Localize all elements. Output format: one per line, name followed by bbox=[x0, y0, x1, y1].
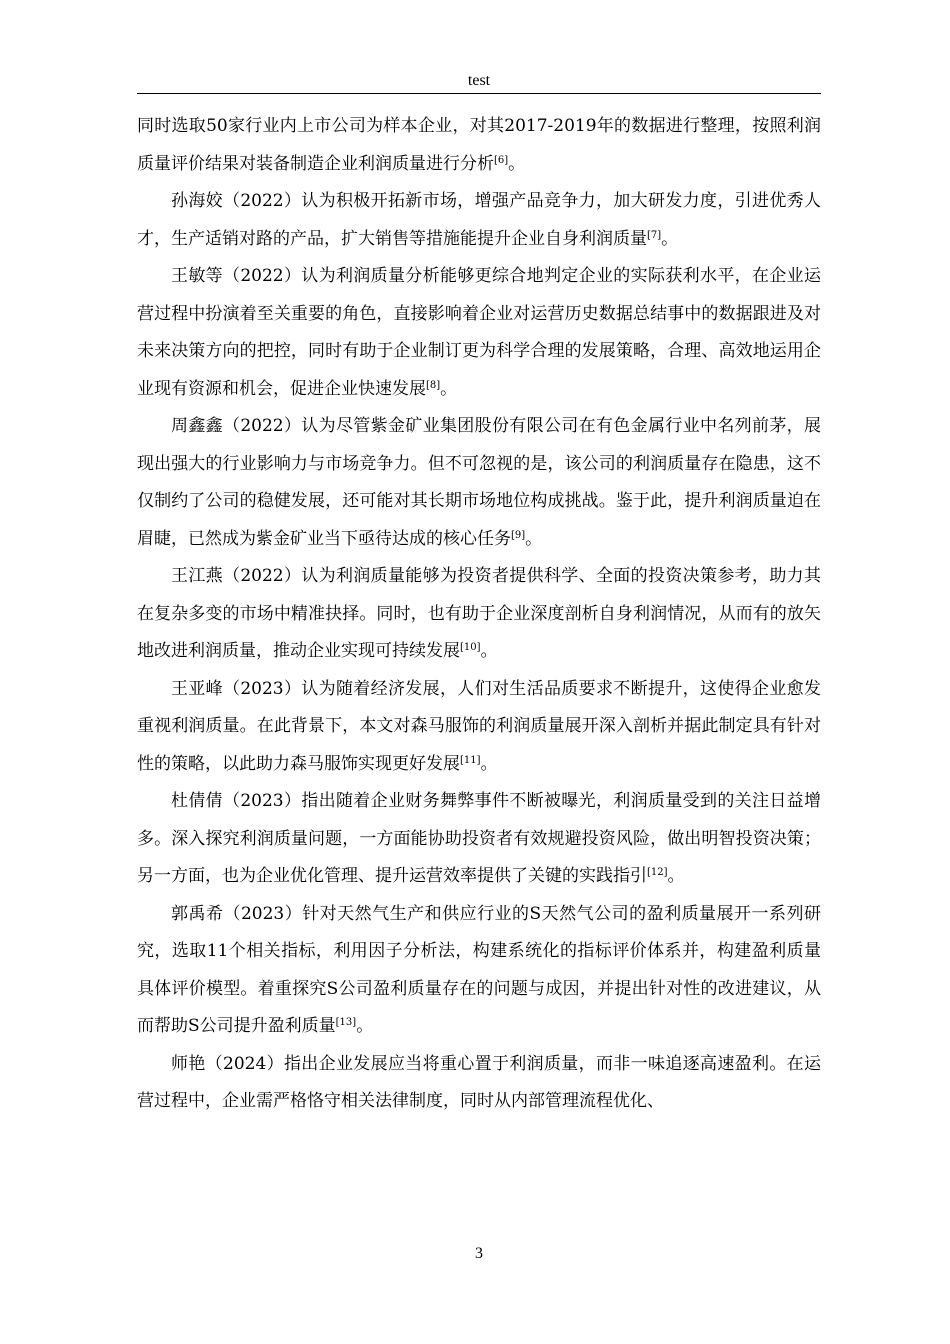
page-header: test bbox=[467, 72, 491, 89]
paragraph: 孙海姣（2022）认为积极开拓新市场，增强产品竞争力，加大研发力度，引进优秀人才，生产适销对路的产品，扩大销售等措施能提升企业自身利润质量[7]。 bbox=[137, 191, 821, 249]
citation: [11] bbox=[460, 754, 481, 766]
citation: [6] bbox=[494, 154, 509, 166]
paragraph: 王敏等（2022）认为利润质量分析能够更综合地判定企业的实际获利水平，在企业运营过程中扮演着至关重要的角色，直接影响着企业对运营历史数据总结事中的数据跟进及对未来决策方向的把控，同时有助于企业制订更为科学合理的发展策略，合理、高效地运用企业现有资源和机会，促进企业快速发展[8]。 bbox=[137, 266, 821, 399]
page-number: 3 bbox=[475, 1245, 483, 1262]
paragraph: 王亚峰（2023）认为随着经济发展，人们对生活品质要求不断提升，这使得企业愈发重视利润质量。在此背景下，本文对森马服饰的利润质量展开深入剖析并据此制定具有针对性的策略，以此助力森马服饰实现更好发展[11]。 bbox=[137, 678, 821, 774]
paragraph: 周鑫鑫（2022）认为尽管紫金矿业集团股份有限公司在有色金属行业中名列前茅，展现出强大的行业影响力与市场竞争力。但不可忽视的是，该公司的利润质量存在隐患，这不仅制约了公司的稳健发展，还可能对其长期市场地位构成挑战。鉴于此，提升利润质量迫在眉睫，已然成为紫金矿业当下亟待达成的核心任务[9]。 bbox=[137, 416, 821, 549]
body-text bbox=[137, 108, 821, 1121]
paragraph: 师艳（2024）指出企业发展应当将重心置于利润质量，而非一味追逐高速盈利。在运营过程中，企业需严格恪守相关法律制度，同时从内部管理流程优化、 bbox=[137, 1053, 821, 1111]
paragraph: 郭禹希（2023）针对天然气生产和供应行业的S天然气公司的盈利质量展开一系列研究，选取11个相关指标，利用因子分析法，构建系统化的指标评价体系并，构建盈利质量具体评价模型。着重探究S公司盈利质量存在的问题与成因，并提出针对性的改进建议，从而帮助S公司提升盈利质量[13]。 bbox=[137, 903, 821, 1036]
citation: [13] bbox=[335, 1017, 357, 1028]
header-rule bbox=[137, 93, 821, 94]
citation: [10] bbox=[460, 642, 481, 653]
citation: [12] bbox=[647, 867, 668, 878]
citation: [7] bbox=[647, 229, 662, 241]
paragraph: 同时选取50家行业内上市公司为样本企业，对其2017-2019年的数据进行整理，按照利润质量评价结果对装备制造企业利润质量进行分析[6]。 bbox=[137, 116, 821, 174]
citation: [8] bbox=[426, 379, 441, 391]
citation: [9] bbox=[511, 529, 526, 541]
paragraph: 王江燕（2022）认为利润质量能够为投资者提供科学、全面的投资决策参考，助力其在复杂多变的市场中精准抉择。同时，也有助于企业深度剖析自身利润情况，从而有的放矢地改进利润质量，推动企业实现可持续发展[10]。 bbox=[137, 566, 821, 661]
paragraph: 杜倩倩（2023）指出随着企业财务舞弊事件不断被曝光，利润质量受到的关注日益增多。深入探究利润质量问题，一方面能协助投资者有效规避投资风险，做出明智投资决策；另一方面，也为企业优化管理、提升运营效率提供了关键的实践指引[12]。 bbox=[137, 791, 821, 886]
